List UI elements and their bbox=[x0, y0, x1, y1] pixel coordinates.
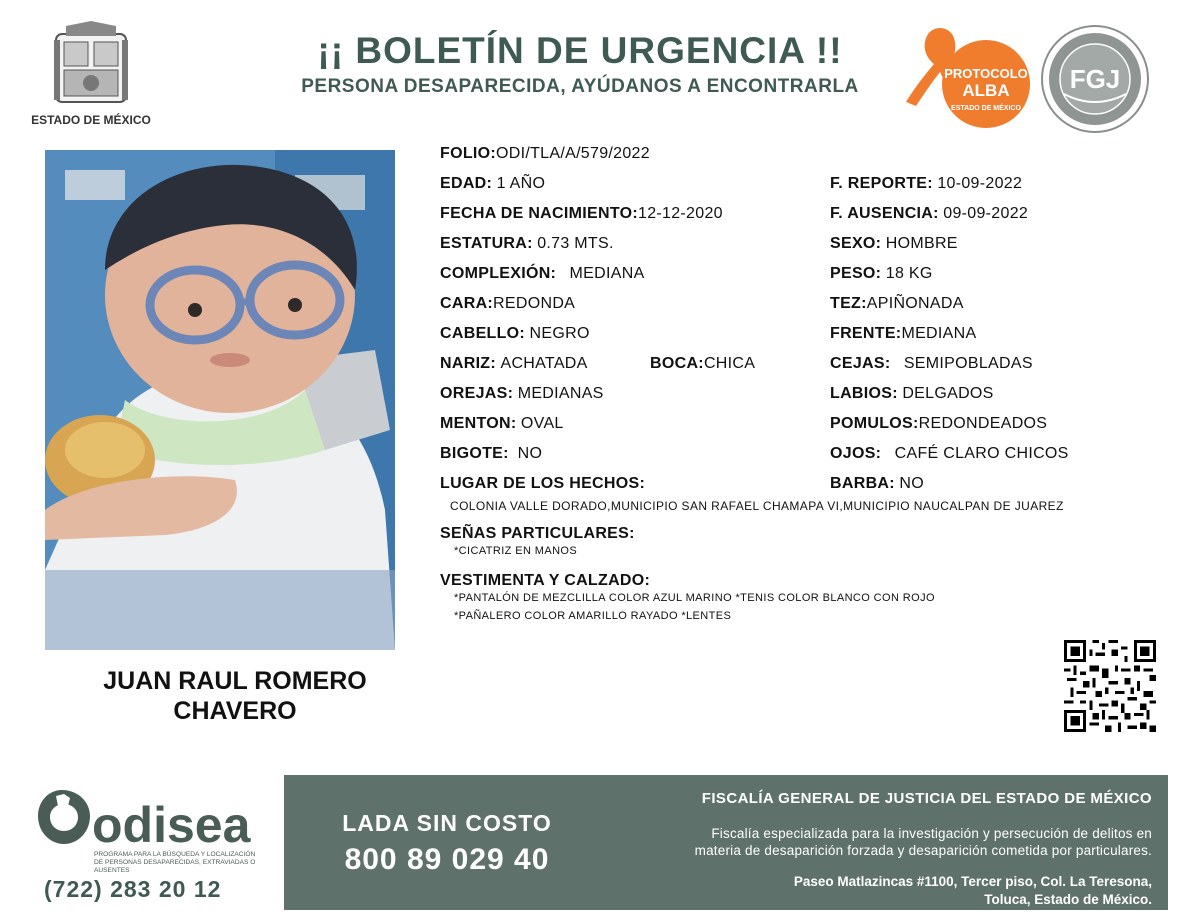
field-boca bbox=[650, 354, 755, 374]
estado-de-mexico-label: ESTADO DE MÉXICO bbox=[31, 113, 151, 127]
field-f-reporte bbox=[830, 174, 1022, 194]
field-tez bbox=[830, 294, 964, 314]
peso-value: 18 KG bbox=[885, 265, 933, 282]
missing-person-photo bbox=[45, 150, 395, 650]
sexo-label: SEXO: bbox=[830, 235, 882, 252]
odisea-brand-text: odisea bbox=[92, 797, 251, 853]
pomulos-value: REDONDEADOS bbox=[918, 415, 1048, 432]
orejas-label: OREJAS: bbox=[440, 385, 514, 402]
complexion-label: COMPLEXIÓN: bbox=[440, 265, 557, 282]
fiscalia-description bbox=[596, 825, 1152, 859]
field-bigote bbox=[440, 444, 542, 464]
fecha-nacimiento-label: FECHA DE NACIMIENTO: bbox=[440, 205, 638, 222]
barba-label: BARBA: bbox=[830, 475, 895, 492]
menton-value: OVAL bbox=[520, 415, 564, 432]
field-lugar-label bbox=[440, 474, 645, 494]
folio-label: FOLIO: bbox=[440, 145, 497, 162]
field-cabello bbox=[440, 324, 590, 344]
bulletin-title: ¡¡ BOLETÍN DE URGENCIA !! bbox=[317, 30, 843, 71]
field-sexo bbox=[830, 234, 958, 254]
fecha-nacimiento-value: 12-12-2020 bbox=[638, 205, 723, 222]
field-pomulos bbox=[830, 414, 1047, 434]
senas-value: *CICATRIZ EN MANOS bbox=[454, 545, 578, 557]
field-labios bbox=[830, 384, 994, 404]
estado-de-mexico-shield-logo bbox=[52, 20, 130, 108]
frente-value: MEDIANA bbox=[901, 325, 977, 342]
svg-text:DE PERSONAS DESAPARECIDAS, EXT: DE PERSONAS DESAPARECIDAS, EXTRAVIADAS O bbox=[94, 859, 256, 866]
orejas-value: MEDIANAS bbox=[517, 385, 604, 402]
odisea-phone[interactable]: (722) 283 20 12 bbox=[44, 876, 222, 902]
field-complexion bbox=[440, 264, 645, 284]
fiscalia-desc-line1: Fiscalía especializada para la investigación y persecución de delitos en bbox=[711, 826, 1152, 841]
protocol-line2: ALBA bbox=[962, 81, 1010, 100]
qr-code[interactable] bbox=[1064, 640, 1156, 732]
edad-label: EDAD: bbox=[440, 175, 493, 192]
bulletin-subtitle: PERSONA DESAPARECIDA, AYÚDANOS A ENCONTRARLA bbox=[301, 76, 859, 97]
field-orejas bbox=[440, 384, 604, 404]
person-name-line1: JUAN RAUL ROMERO bbox=[103, 667, 367, 695]
fiscalia-title: FISCALÍA GENERAL DE JUSTICIA DEL ESTADO DE MÉXICO bbox=[701, 790, 1152, 807]
ojos-value: CAFÉ CLARO CHICOS bbox=[894, 445, 1069, 462]
protocolo-alba-logo bbox=[900, 22, 1032, 134]
protocol-line3: ESTADO DE MÉXICO bbox=[951, 105, 1021, 112]
senas-label: SEÑAS PARTICULARES: bbox=[440, 525, 635, 542]
menton-label: MENTON: bbox=[440, 415, 517, 432]
field-cara bbox=[440, 294, 575, 314]
svg-text:AUSENTES: AUSENTES bbox=[94, 867, 130, 874]
field-menton bbox=[440, 414, 564, 434]
estatura-value: 0.73 MTS. bbox=[537, 235, 614, 252]
estatura-label: ESTATURA: bbox=[440, 235, 533, 252]
lugar-value: COLONIA VALLE DORADO,MUNICIPIO SAN RAFAEL CHAMAPA VI,MUNICIPIO NAUCALPAN DE JUAREZ bbox=[450, 499, 1064, 513]
bigote-value: NO bbox=[517, 445, 543, 462]
nariz-label: NARIZ: bbox=[440, 355, 497, 372]
f-ausencia-label: F. AUSENCIA: bbox=[830, 205, 939, 222]
complexion-value: MEDIANA bbox=[569, 265, 645, 282]
labios-label: LABIOS: bbox=[830, 385, 898, 402]
svg-text:PROGRAMA PARA LA BÚSQUEDA Y LO: PROGRAMA PARA LA BÚSQUEDA Y LOCALIZACIÓN bbox=[94, 851, 256, 858]
fgj-initials: FGJ bbox=[1069, 64, 1121, 94]
pomulos-label: POMULOS: bbox=[830, 415, 919, 432]
f-reporte-label: F. REPORTE: bbox=[830, 175, 933, 192]
field-estatura bbox=[440, 234, 614, 254]
frente-label: FRENTE: bbox=[830, 325, 902, 342]
fiscalia-address bbox=[620, 873, 1152, 909]
field-senas bbox=[440, 524, 635, 544]
peso-label: PESO: bbox=[830, 265, 882, 282]
lada-sin-costo-label: LADA SIN COSTO bbox=[342, 810, 552, 836]
folio-value: ODI/TLA/A/579/2022 bbox=[496, 145, 650, 162]
field-f-ausencia bbox=[830, 204, 1028, 224]
lada-sin-costo-number[interactable]: 800 89 029 40 bbox=[344, 843, 550, 876]
missing-person-name bbox=[60, 666, 410, 726]
tez-label: TEZ: bbox=[830, 295, 867, 312]
cabello-value: NEGRO bbox=[529, 325, 590, 342]
field-edad bbox=[440, 174, 545, 194]
odisea-logo bbox=[34, 786, 274, 876]
field-vestimenta bbox=[440, 571, 650, 591]
bigote-label: BIGOTE: bbox=[440, 445, 509, 462]
field-nariz bbox=[440, 354, 588, 374]
address-line1: Paseo Matlazincas #1100, Tercer piso, Col. La Teresona, bbox=[793, 874, 1152, 889]
vestimenta-line1: *PANTALÓN DE MEZCLILLA COLOR AZUL MARINO *TENIS COLOR BLANCO CON ROJO bbox=[454, 592, 935, 604]
nariz-value: ACHATADA bbox=[500, 355, 588, 372]
edad-value: 1 AÑO bbox=[496, 175, 546, 192]
field-ojos bbox=[830, 444, 1069, 464]
labios-value: DELGADOS bbox=[902, 385, 994, 402]
f-reporte-value: 10-09-2022 bbox=[937, 175, 1023, 192]
lugar-label: LUGAR DE LOS HECHOS: bbox=[440, 475, 646, 492]
boca-label: BOCA: bbox=[650, 355, 704, 372]
cejas-value: SEMIPOBLADAS bbox=[903, 355, 1033, 372]
address-line2: Toluca, Estado de México. bbox=[984, 892, 1152, 907]
protocol-line1: PROTOCOLO bbox=[944, 66, 1028, 81]
ojos-label: OJOS: bbox=[830, 445, 882, 462]
cara-label: CARA: bbox=[440, 295, 494, 312]
field-peso bbox=[830, 264, 933, 284]
cejas-label: CEJAS: bbox=[830, 355, 891, 372]
field-folio bbox=[440, 144, 650, 164]
person-name-line2: CHAVERO bbox=[173, 697, 297, 725]
cabello-label: CABELLO: bbox=[440, 325, 526, 342]
fiscalia-desc-line2: materia de desaparición forzada y desaparición cometida por particulares. bbox=[694, 843, 1152, 858]
fgj-seal-logo bbox=[1040, 24, 1150, 134]
cara-value: REDONDA bbox=[493, 295, 576, 312]
vestimenta-label: VESTIMENTA Y CALZADO: bbox=[440, 572, 651, 589]
tez-value: APIÑONADA bbox=[866, 295, 964, 312]
f-ausencia-value: 09-09-2022 bbox=[943, 205, 1029, 222]
field-barba bbox=[830, 474, 924, 494]
boca-value: CHICA bbox=[703, 355, 756, 372]
field-frente bbox=[830, 324, 976, 344]
vestimenta-line2: *PAÑALERO COLOR AMARILLO RAYADO *LENTES bbox=[454, 610, 732, 622]
field-cejas bbox=[830, 354, 1033, 374]
field-fecha-nacimiento bbox=[440, 204, 723, 224]
sexo-value: HOMBRE bbox=[885, 235, 958, 252]
barba-value: NO bbox=[899, 475, 924, 492]
